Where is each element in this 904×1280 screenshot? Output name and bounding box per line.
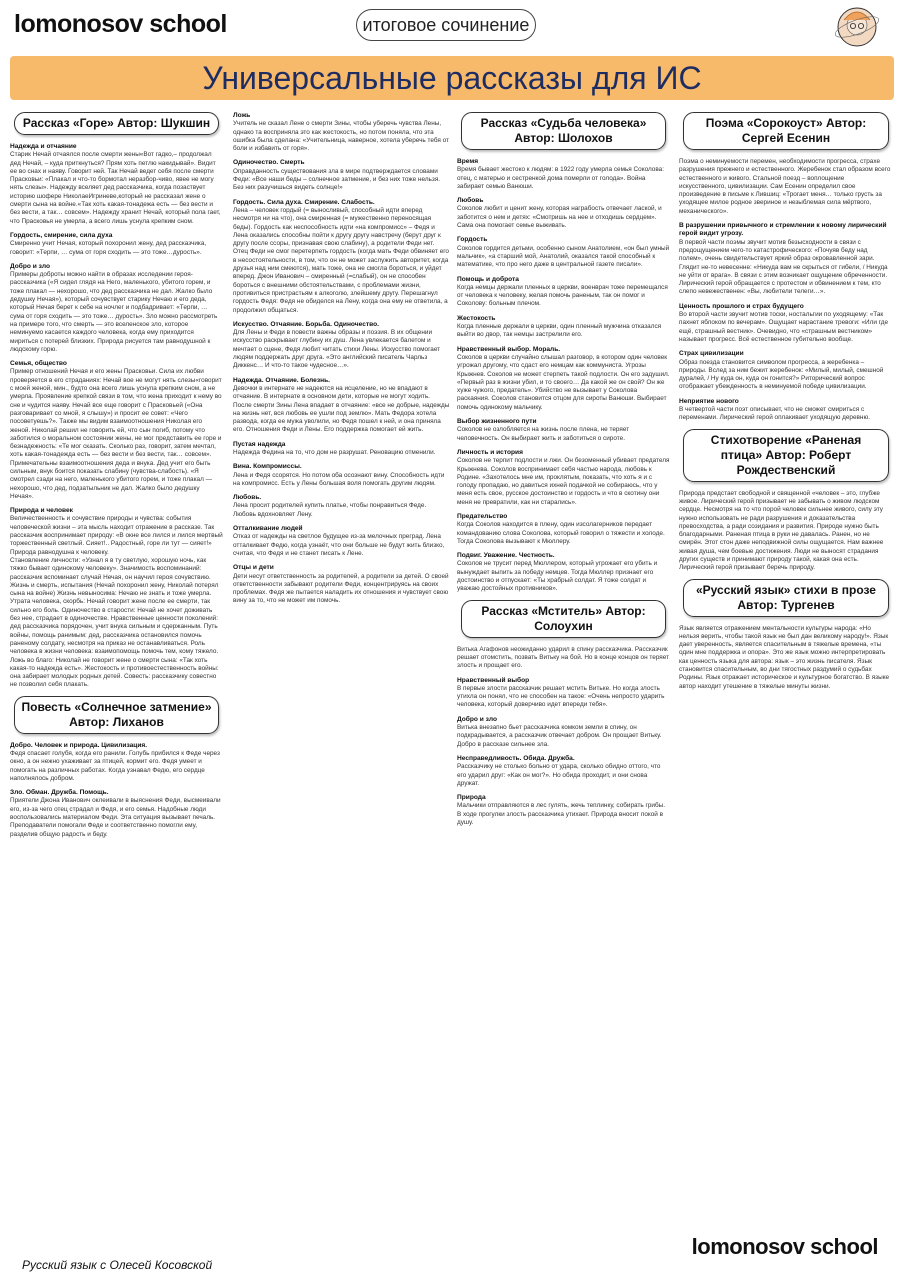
section-heading-box: Рассказ «Мститель» Автор: Солоухин [461, 600, 666, 638]
topic-text: Рассказчику не столько больно от удара, сколько обидно оттого, что его ударил друг: «Как он мог?». Но обида проходит, и они снова дружат. [457, 763, 661, 787]
topic-text: Соколов не трусит перед Мюллером, который угрожает его убить и вынуждает выпить за победу немцев. Тогда Мюллер признает его достоинство и отпускает: «Ты храбрый солдат. Я тоже солдат и уважаю достойных противников». [457, 560, 658, 593]
topic-text: Для Лены и Феди в повести важны образы и поэзия. В их общении искусство раскрывает глубину их душ. Лена увлекается балетом и мечтает о сцене, Федя любит читать стихи Лены. Искусство помогает людям поддержать друг друга. «Это английский писатель Чарльз Диккенс… И что-то такое чудесное…». [233, 329, 441, 370]
topic-text: Величественность и сочувствие природы и чувства: события человеческой жизни – эта мысль находит отражение в рассказе. Так рассказчик воспринимает природу: «В окне все лился и лился мертвый торжественный светлый. Сияет!.. Радостный, горе ли тут — сияет!» Природа равнодушна к человеку. [10, 515, 223, 556]
topic-heading: Семья, общество [10, 360, 67, 368]
topic-heading: Ценность прошлого и страх будущего [679, 302, 804, 310]
brand-logo: lomonosov school [14, 10, 227, 38]
topic-heading: Несправедливость. Обида. Дружба. [457, 754, 575, 762]
topic-text: Соколов любит и ценит жену, которая награбость отвечает лаской, и заботится о нем и детях: «Смотришь на нее и отходишь сердцем». Сама она помогает семье выживать. [457, 205, 662, 230]
section-heading-box: Поэма «Сорокоуст» Автор: Сергей Есенин [683, 112, 889, 150]
topic-heading: Любовь. [233, 494, 262, 502]
topic-text: Учитель не сказал Лене о смерти Зины, чтобы уберечь чувства Лены, однако та восприняла это как жестокость, но потом поняла, что эта ошибка была сделана: «Учительница, наверное, хотела уберечь тебя от боли и избавить от горя». [233, 120, 449, 153]
topic-heading: Природа и человек [10, 507, 73, 515]
topic-heading: Неприятие нового [679, 397, 739, 405]
topic-text: Девочки в интернате не надеются на исцеление, но не впадают в отчаяние. В интернате в основном дети, которые не могут ходить. После смерти Зины Лена впадает в отчаяние: «все не добрые, надежды на жизнь нет, вся любовь ее ушли под землю». Мать Федора хотела развода, когда ее мужа уволили, но Федя пошел к ней, и она приняла его. Отношения Феди и Лены. Его поддержка помогает ей жить. [233, 384, 450, 434]
topic-text: Лена просит родителей купить платье, чтобы понравиться Феде. Любовь вдохновляет Лену. [233, 502, 427, 518]
topic-heading: Добро и зло [10, 262, 50, 270]
topic-heading: Вина. Компромиссы. [233, 463, 302, 471]
title-banner [10, 56, 894, 100]
topic-text: Федя спасает голубя, когда его ранили. Голубь прибился к Феде через окно, а он нежно ухаживает за птицей, кормит его. Федя умеет и помогать на различных работах. Когда узнавал Федю, его сердце наполнялось добром. [10, 750, 220, 782]
topic-heading: Добро и зло [457, 715, 497, 723]
topic-heading: Помощь и доброта [457, 275, 519, 283]
topic-heading: Надежда и отчаяние [10, 143, 77, 150]
topic-heading: Подвиг. Уважение. Честность. [457, 552, 555, 560]
topic-text: Витька внезапно бьет рассказчика комком земли в спину, он подкрадывается, а рассказчик отвечает добром. Он прощает Витьку. Добро в рассказе сильнее зла. [457, 724, 662, 748]
topic-heading: Зло. Обман. Дружба. Помощь. [10, 789, 109, 797]
topic-text: Смиренно учит Нечая, который похоронил жену, дед рассказчика, говорит: «Терпи, … сума от горя сходить — это тоже…дурость». [10, 240, 207, 256]
topic-text: Во второй части звучит мотив тоски, ностальгии по уходящему: «Так пахнет яблоком по вечерам». Ощущает нарастание тревоги: «Или где ещё, страшный вестник». Очевидно, что «страшным вестником» называет прогресс. Всё естественное губительно вообще. [679, 311, 888, 343]
topic-text: Соколов не терпит подлости и лжи. Он безоменный убивает предателя Крыжнева. Соколов воспринимает себя частью народа, любовь к Родине. «Захотелось мне им, проклятым, показать, что хоть я и с голоду пропадаю, но давиться ихней подачкой не собираюсь, что у меня есть свое, русское достоинство и гордость и что в скотину они меня не превратили, как ни старались». [457, 457, 670, 506]
topic-heading: Нравственный выбор [457, 676, 530, 684]
section-heading-box: Рассказ «Горе» Автор: Шукшин [14, 112, 219, 135]
topic-text: Пример отношений Нечая и его жены Прасковьи. Сила их любви проверяется в его страданиях: Нечай вое не могут нять слезы«говорит с моей женой, мин., будто она всего лишь уснула крепким сном, а не умерла. Проявление крепкой связи в том, что жена приходит к нему во сне и чудится наяву. Нечай все еще говорит с Прасковьей («Она разговаривает со мной, я слышу») и просит ее совет: «Чего посоветуешь?». Также мы видим взаимоотношения Николая его женой. Николай решил не говорить ей, что сын погиб, потому что заботился о моральном состоянии жены, не мог представить ее горе и безнадежность: «Те мог сказать. Сколько раз, говорит, затем мечтал, хоть какая-тонадежда есть — без вести и без вести, так… совсем». Примечательны взаимоотношения деда и внука. Дед учит его быть сильным, внук боится показать слабину (чувства-слабость). «Я смотрел сзади на него, маленького убитого горем, и тоже плакал — нехорошо, что дед, подзатыльник не дал. Жалко было дедушку Нечая». [10, 368, 222, 500]
section-heading-box: Рассказ «Судьба человека» Автор: Шолохов [461, 112, 666, 150]
topic-text: Время бывает жестоко к людям: в 1922 году умерла семья Соколова: отец, с матерью и сестренкой дома померли от голода». Война забирает семью Ванюши. [457, 166, 664, 190]
topic-text: Мальчики отправляются в лес гулять, жечь теплинку, собирать грибы. В ходе прогулки злость рассказчика утихает. Природа вносит покой в душу. [457, 802, 665, 826]
topic-text: Лена – человек гордый (= выносливый, способный идти вперед несмотря ни на что), она смиренная (= мужественно переносящая беды). Гордость как неспособность идти «на компромисс» – Федя и Лена оказались способны пойти к другу другу навстречу (берут друг к другу после ссоры, признавая свою слабину), а родители Феди нет. Отец Феди не смог перетерпеть гордость (когда мать Феди обвиняет его в несостоятельности, в том, что он не может заслужить авторитет, когда друзья над ним смеются), мать тоже, она не смогла бороться, и уйдет вперед. Джон Иванович – смиренный (=слабый), он не способен бороться с внешними обстоятельствами, с проблемами жизни, противиться пристрастьям к алкоголю, злейшему другу. Перешагнул гордость Федя: Федя не обиделся на Лену, когда она ему не ответила, а продолжил общаться. [233, 206, 449, 314]
top-bar [0, 0, 904, 56]
topic-text: Язык является отражением ментальности культуры народа: «Но нельзя верить, чтобы такой язык не был дан великому народу!». Язык дает уверенность, является спасительным в тяжелые времена, «ты один мне поддержка и опора». Это же язык можно интерпретировать как ценность языка для автора: язык – это жизнь писателя. Язык становится спасительным, во дни тягостных раздумий о судьбах Родины. Язык отражает историческое и культурное богатство. В языке автор находит утешение в тяжелые минуты жизни. [679, 624, 890, 690]
topic-text: Соколов не озлобляется на жизнь после плена, не теряет человечность. Он выбирает жить и заботиться о сироте. [457, 426, 630, 442]
topic-heading: Предательство [457, 512, 508, 520]
topic-text: Витька Агафонов неожиданно ударил в спину рассказчика. Рассказчик решает отомстить, позвать Витьку на бой. Но в конце концов он теряет злость и прощает его. [457, 645, 670, 670]
topic-text: Соколов гордится детьми, особенно сыном Анатолием, «он был умный мальчик», «а старший мой, Анатолий, оказался такой способный к математике, что про него даже в центральной газете писали». [457, 244, 670, 269]
topic-text: Поэма о неминуемости перемен, необходимости прогресса, страхе разрушения прежнего и естественного. Жеребенок стал образом всего естественного и живого. Стальной поезд – воплощение искусственного, цивилизации. Сам Есенин определил свое произведение в письме к Лившиц: «Трогает меня… только грусть за уходящее милое родное звериное и незыблемая сила мёртвого, механического». [679, 158, 891, 215]
topic-text: Становление личности: «Узнал я в ту светлую, хорошую ночь, как тяжко бывает одинокому человеку». Значимость воспоминаний: рассказчик вспоминает случай Нечая, он научил героя сочувствию. Жизнь и смерть, испытания (Нечай похоронил жену, Николай потерял сына на войне) Жизнь невыносима: Нечаю не знать и тоже умерла. Утрата человека, скорбь: Нечай говорит жене после ее смерти, так сильно его боль. Одиночество в старости: Нечай не хочет доживать без нее, страдает в одиночестве. Нравственные ценности поколений: дед рассказчика порядочен, учит внука сильным и сдержанным. Путь войны, помощь ранимым: дед, рассказчика остановился помочь раненому солдату, несмотря на приказ не останавливаться. Роль человека в жизни человека: взаимопомощь помочь тем, кому тяжело. Ложь во благо: Николай не говорит жене о смерти сына: «Так хоть какая-то надежда есть». Жестокость и противоестественность войны: она забирает молодых родных детей. Совесть: рассказчику совестно не позволил себя плакать. [10, 556, 219, 689]
topic-text: Отказ от надежды на светлое будущее из-за мелочных преград. Лена отталкивает Федю, когда узнаёт, что они больше не будут жить близко, считая, что Федя и не станет писать к Лене. [233, 533, 445, 557]
page-title: Универсальные рассказы для ИС [202, 60, 702, 96]
topic-heading: В разрушении привычного и стремлении к новому лирический герой видит угрозу. [679, 222, 887, 238]
topic-text: Старик Нечай отчаялся после смерти жены«Вот гадко,– продолжал дед Нечай, – куда приткнуться? Прям хоть петлю накидывай». Видит ее во снах и наяву. Говорит ней. Так Нечай ведет себя после смерти Прасковьи: «Плакал и что-то бормотал неразбор-чиво, явее не могу нять слезы». Надежду вселяет дед рассказчика, когда позаствует историю шофере НиколаеИгриневе,который не рассказал жене о смерти сына на войне.«Так хоть какая-тонадежа есть — без вести и без вести, а так… совсем». Надежду хранит Нечай, который пола гает, что Прасковья не умерла, а всего лишь уснула крепким сном. [10, 151, 221, 225]
topic-heading: Нравственный выбор. Мораль. [457, 345, 561, 353]
topic-heading: Природа [457, 794, 486, 802]
column-3 [457, 106, 670, 1246]
topic-heading: Гордость, смирение, сила духа [10, 231, 113, 239]
topic-heading: Гордость [457, 236, 488, 244]
topic-heading: Гордость. Сила духа. Смирение. Слабость. [233, 198, 375, 206]
topic-text: Примеры доброты можно найти в образах исследении героя-рассказчика («Я сидел глядя на Него, маленького, убитого горем, и тоже плакал — нехорошо, что дед рассказчика не дал. Жалко было дедушку Нечая»), который сочувствует старику Нечаю и его деда, который Нечая берет к себе на ночлег и подбадривает: «Терпи, … сума от горя сходить — это тоже… дурость». Зло можно рассмотреть на примере того, что смерть — это вселенское зло, которое неминуемо касается каждого человека, когда ему приходится мириться с потерей близких. Природа рисуется там равнодушной к людскому горю. [10, 271, 218, 353]
topic-text: Соколов в церкви случайно слышал разговор, в котором один человек угрожал другому, что сдаст его немцам как коммуниста. Угрозы Крыжнев. Соколов не может стерпеть такой подлости. Он его задушил. «Первый раз в жизни убил, и то своего… Да какой же он свой? Он же хуже чужого, предатель». Убийство не вызывает у Соколова раскаяния. Соколов становится отцом для сироты Ванюши. Выбирает помочь одинокому мальчику. [457, 353, 670, 411]
topic-heading: Искусство. Отчаяние. Борьба. Одиночество. [233, 320, 379, 328]
topic-text: Образ поезда становится символом прогресса, а жеребенка – природы. Вслед за ним бежит жеребенок: «Милый, милый, смешной дуралей, / Ну куда он, куда он гонится?» Риторический вопрос отображает убежденность в неминуемой победе цивилизации. [679, 358, 884, 391]
topic-heading: Любовь [457, 197, 484, 205]
column-4 [679, 106, 893, 1246]
topic-heading: Жестокость [457, 314, 496, 322]
topic-heading: Выбор жизненного пути [457, 418, 537, 426]
topic-text: В первой части поэмы звучит мотив безысходности в связи с предощущением чего-то катастрофического: «Почуяв беду над полем», очень свидетельствует яркий образ окровавленной зари. Глядит не-то невесенне: «Никуда вам не скрыться от гибели, / Никуда не уйти от врага». В связи с этим возникает ощущение обреченности. Лирический герой обращается с протестом и обвинением к тем, кто слепо невежественен: «Вы, любители телеги…». [679, 238, 888, 296]
topic-text: Оправданность существования зла в мире подтверждается словами Феди: «Все наши беды – солнечное затмение, и без них тоже нельзя. Без них разучишься видеть солнце!» [233, 167, 441, 192]
topic-heading: Время [457, 158, 479, 165]
topic-heading: Одиночество. Смерть [233, 159, 305, 167]
topic-text: Надежда Федина на то, что дом не разрушат. Реновацию отменили. [233, 448, 436, 456]
topic-heading: Личность и история [457, 448, 523, 456]
section-heading-box: Стихотворение «Раненая птица» Автор: Роберт Рождественский [683, 429, 889, 482]
topic-heading: Пустая надежда [233, 440, 286, 448]
topic-heading: Добро. Человек и природа. Цивилизация. [10, 741, 148, 749]
topic-text: Дети несут ответственность за родителей, а родители за детей. О своей ответственности забывают родители Феди, концентрируясь на своих проблемах. Федя же пытается наладить их отношения и чувствует свою вину за то, что не может им помочь. [233, 572, 449, 605]
category-tag: итоговое сочинение [356, 9, 536, 41]
section-heading-box: Повесть «Солнечное затмение» Автор: Лиханов [14, 696, 219, 734]
topic-heading: Отталкивание людей [233, 525, 303, 533]
topic-heading: Надежда. Отчаяние. Болезнь. [233, 376, 330, 384]
topic-text: Природа предстает свободной и священной «человек – это, глубже живое. Лирический герой призывает не забывать о живом людском сердце. Несмотря на то что порой человек сильнее живого, силу эту нужно использовать не ради разрушения и доказательства превосходства, а ради созидания и развития. Природе нужно быть благодарными. Раненая птица в руки не давалась. Ранен, но не смирён. Этот стон даже неподвижной силы ощущается. Нам важнее живая душа, чем боевые достижения. Люди не выносят страдания других существ и принимают природу такой, какая она есть. Лирический герой призывает беречь природу. [679, 489, 884, 572]
topic-heading: Ложь [233, 112, 251, 119]
topic-heading: Страх цивилизации [679, 350, 744, 358]
topic-heading: Отцы и дети [233, 564, 274, 572]
avatar [832, 2, 882, 52]
section-heading-box: «Русский язык» стихи в прозе Автор: Тургенев [683, 579, 889, 617]
footer-brand-logo: lomonosov school [691, 1234, 878, 1259]
topic-text: В первые злости рассказчик решает мстить Витьке. Но когда злость утихла он понял, что не способен на такое: «Очень непросто ударить человека, который доверчиво идет впереди тебя». [457, 684, 665, 709]
column-2 [233, 106, 450, 1246]
topic-text: Когда Соколов находится в плену, один изсолагерников передает командованию слова Соколова, который говорил о тяжести и холоде. Тогда Соколова вызывают к Мюллеру. [457, 521, 665, 545]
column-1 [10, 106, 223, 1246]
topic-text: Когда пленные держали в церкви, один пленный мужчина отказался выйти во двор, так немцы застрелили его. [457, 323, 662, 339]
topic-text: Когда немцы держали пленных в церкви, военврач тоже перемещался от человека к человеку, желая помочь раненым, так он помог и Соколову: больным плечом. [457, 283, 668, 308]
topic-text: Лена и Федя ссорятся. Но потом оба осознают вину. Способность идти на компромисс. Есть у Лены большая воля помогать другим людям. [233, 471, 445, 487]
footer-caption: Русский язык с Олесей Косовской [22, 1258, 213, 1272]
topic-text: В четвертой части поэт описывает, что не сможет смириться с переменами. Лирический герой оплакивает уходящую деревню. [679, 406, 871, 422]
topic-text: Приятели Джона Иванович оклеивали в выяснения Феди, высмеивали его, из-за чего отец страдал и Федя, и его семья. Надобные люди воспользовались материалом Феди. Эта ситуация вызывает печаль. Преподаватели помогали Феде и соответственно помогли ему, разделив общую радость и беду. [10, 797, 221, 838]
